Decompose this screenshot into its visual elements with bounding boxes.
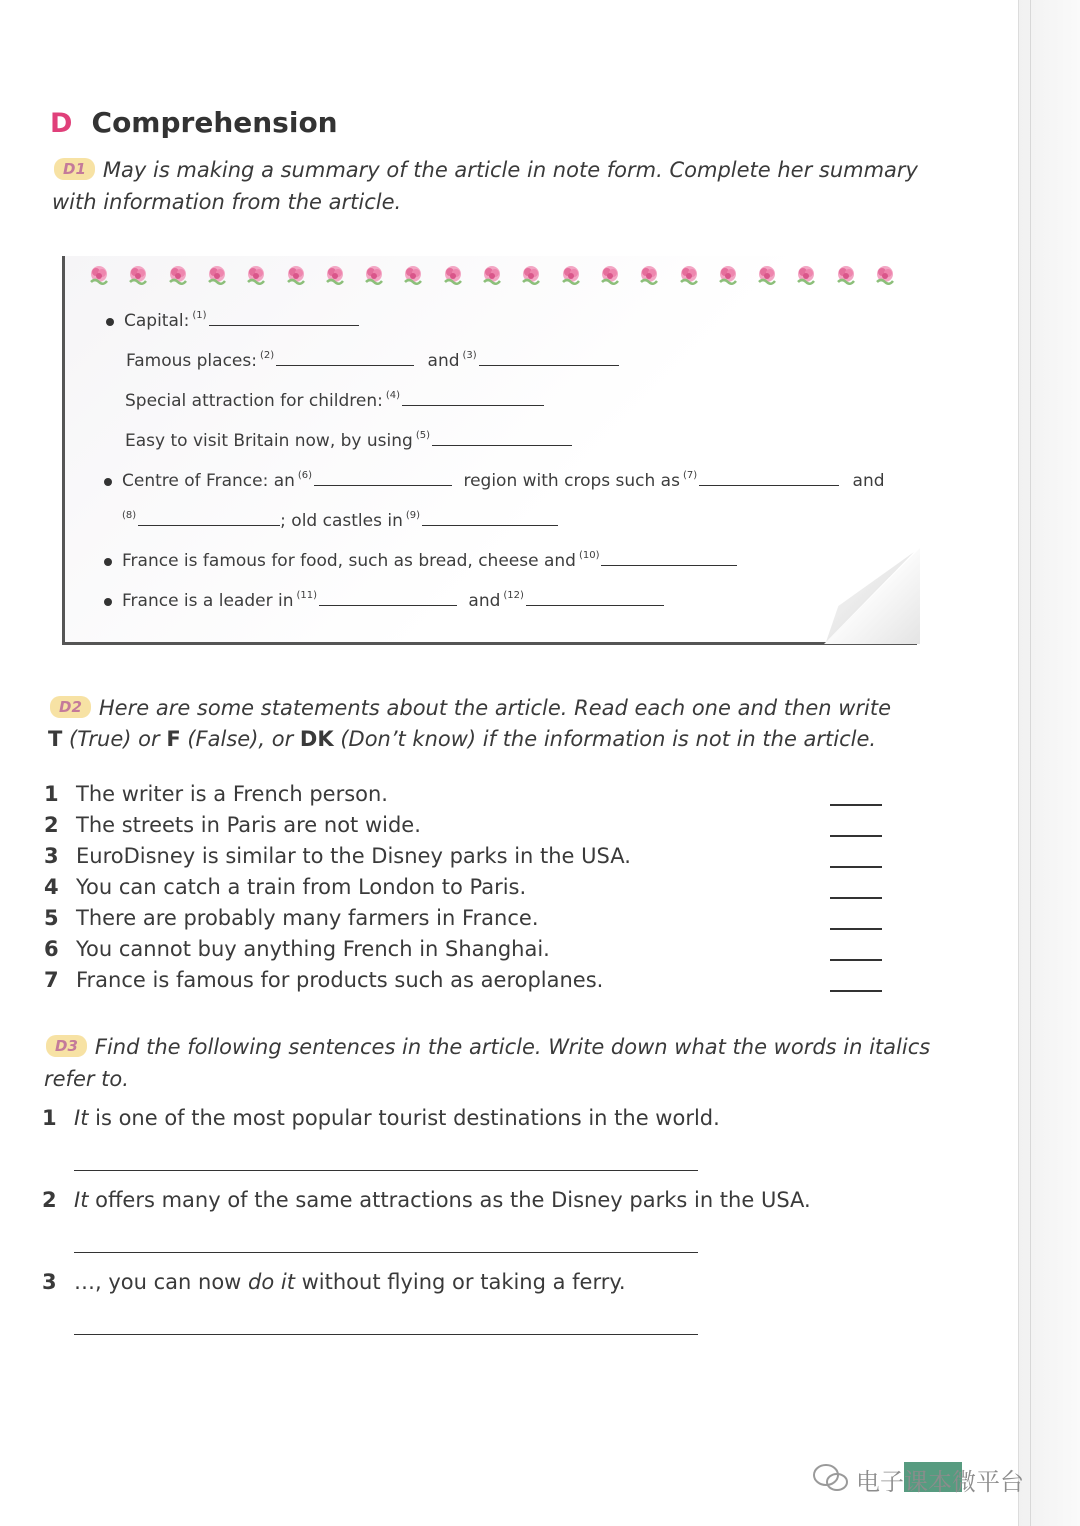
gap-number: (4) (385, 390, 401, 401)
answer-line[interactable] (74, 1252, 698, 1253)
section-heading (50, 106, 338, 139)
gap-9-input[interactable] (422, 511, 558, 526)
statement-number: 6 (44, 937, 59, 961)
pink-rose-icon (481, 264, 503, 286)
pink-rose-icon (363, 264, 385, 286)
gap-8-input[interactable] (138, 511, 280, 526)
statement-number: 1 (44, 782, 59, 806)
pink-rose-icon (88, 264, 110, 286)
famous-label: Famous places: (126, 351, 257, 371)
summary-leader (122, 590, 664, 611)
statement-row (44, 937, 550, 961)
gap-5-input[interactable] (432, 431, 572, 446)
statement-row (44, 844, 631, 868)
pink-rose-icon (717, 264, 739, 286)
reference-item (42, 1106, 720, 1130)
region-label: region with crops such as (463, 471, 680, 491)
special-label: Special attraction for children: (125, 391, 383, 411)
d3-badge: D3 (46, 1035, 87, 1057)
pink-rose-icon (599, 264, 621, 286)
statement-text: The writer is a French person. (76, 782, 388, 806)
summary-easy (125, 430, 572, 451)
gap-2-input[interactable] (276, 351, 414, 366)
pink-rose-icon (795, 264, 817, 286)
false-text: (False), or (187, 727, 294, 751)
pink-rose-icon (638, 264, 660, 286)
section-letter: D (50, 108, 73, 139)
statement-number: 4 (44, 875, 59, 899)
gap-10-input[interactable] (601, 551, 737, 566)
gap-number: (6) (297, 470, 313, 481)
pink-rose-icon (167, 264, 189, 286)
watermark-text: 电子课本微平台 (856, 1468, 1024, 1496)
d2-instruction-line1: Here are some statements about the article. Read each one and then write (98, 696, 892, 720)
pink-rose-icon (678, 264, 700, 286)
pink-rose-icon (285, 264, 307, 286)
pink-rose-icon (206, 264, 228, 286)
d1-instruction-line2: with information from the article. (52, 190, 402, 214)
pink-rose-icon (245, 264, 267, 286)
answer-blank[interactable] (830, 804, 882, 806)
gap-number: (7) (682, 470, 698, 481)
reference-item (42, 1188, 811, 1212)
item-number: 1 (42, 1106, 57, 1130)
page-edge-line (1030, 0, 1031, 1526)
page-edge (1018, 0, 1080, 1526)
gap-number: (8) (122, 510, 137, 521)
section-title: Comprehension (91, 106, 338, 139)
pink-rose-icon (835, 264, 857, 286)
and-label: and (852, 471, 885, 491)
statement-row (44, 813, 421, 837)
true-text: (True) or (69, 727, 160, 751)
statement-row (44, 782, 388, 806)
gap-number: (12) (503, 590, 524, 601)
gap-3-input[interactable] (479, 351, 619, 366)
gap-1-input[interactable] (209, 311, 359, 326)
item-text: offers many of the same attractions as the Disney parks in the USA. (88, 1188, 811, 1212)
pink-rose-icon (560, 264, 582, 286)
gap-12-input[interactable] (526, 591, 664, 606)
d3-instruction-line2: refer to. (44, 1067, 129, 1091)
bullet-icon (104, 598, 112, 606)
castles-label: ; old castles in (280, 511, 403, 531)
and-label: and (427, 351, 460, 371)
gap-6-input[interactable] (314, 471, 452, 486)
summary-food (122, 550, 737, 571)
d1-instruction-line1: May is making a summary of the article in note form. Complete her summary (102, 158, 918, 182)
and-label: and (468, 591, 501, 611)
pink-rose-icon (756, 264, 778, 286)
leader-label: France is a leader in (122, 591, 294, 611)
statement-number: 5 (44, 906, 59, 930)
pink-rose-icon (520, 264, 542, 286)
dk-text: (Don’t know) if the information is not in the article. (340, 727, 877, 751)
gap-number: (5) (415, 430, 430, 441)
pink-rose-icon (442, 264, 464, 286)
summary-famous (126, 350, 619, 371)
item-text: is one of the most popular tourist destinations in the world. (88, 1106, 720, 1130)
true-abbrev: T (48, 727, 63, 751)
capital-label: Capital: (124, 311, 190, 331)
gap-4-input[interactable] (402, 391, 544, 406)
summary-centre (122, 470, 885, 491)
item-text: without flying or taking a ferry. (294, 1270, 626, 1294)
answer-blank[interactable] (830, 990, 882, 992)
pink-rose-icon (324, 264, 346, 286)
statement-text: EuroDisney is similar to the Disney parks in the USA. (76, 844, 631, 868)
gap-number: (3) (462, 350, 477, 361)
food-label: France is famous for food, such as bread, cheese and (122, 551, 576, 571)
gap-7-input[interactable] (699, 471, 839, 486)
gap-number: (10) (578, 550, 600, 561)
statement-row (44, 875, 526, 899)
false-abbrev: F (166, 727, 181, 751)
bullet-icon (104, 558, 112, 566)
item-number: 2 (42, 1188, 57, 1212)
statement-number: 2 (44, 813, 59, 837)
d2-instruction (50, 696, 891, 720)
statement-text: The streets in Paris are not wide. (76, 813, 421, 837)
centre-label: Centre of France: an (122, 471, 295, 491)
summary-capital (124, 310, 359, 331)
answer-blank[interactable] (830, 866, 882, 868)
statement-number: 7 (44, 968, 59, 992)
gap-number: (2) (259, 350, 275, 361)
d3-instruction-line1: Find the following sentences in the article. Write down what the words in italics (94, 1035, 931, 1059)
gap-number: (11) (296, 590, 318, 601)
d2-instruction-line2 (48, 727, 876, 751)
statement-text: You cannot buy anything French in Shanghai. (76, 937, 550, 961)
gap-11-input[interactable] (319, 591, 457, 606)
gap-number: (9) (405, 510, 421, 521)
answer-blank[interactable] (830, 835, 882, 837)
pink-rose-icon (127, 264, 149, 286)
statement-row (44, 906, 539, 930)
pink-rose-icon (402, 264, 424, 286)
d1-badge: D1 (54, 158, 95, 180)
summary-crops (122, 510, 558, 531)
answer-blank[interactable] (830, 928, 882, 930)
statement-text: There are probably many farmers in France. (76, 906, 539, 930)
d3-instruction (46, 1035, 930, 1059)
wechat-icon (812, 1462, 850, 1494)
italic-reference: do it (248, 1270, 295, 1294)
reference-item (42, 1270, 626, 1294)
italic-reference: It (74, 1106, 89, 1130)
dk-abbrev: DK (299, 727, 334, 751)
pink-rose-icon (874, 264, 896, 286)
item-text: …, you can now (74, 1270, 249, 1294)
statement-text: France is famous for products such as aeroplanes. (76, 968, 604, 992)
gap-number: (1) (192, 310, 207, 321)
d2-badge: D2 (50, 696, 91, 718)
answer-line[interactable] (74, 1334, 698, 1335)
statement-text: You can catch a train from London to Paris. (76, 875, 527, 899)
item-number: 3 (42, 1270, 57, 1294)
answer-blank[interactable] (830, 897, 882, 899)
summary-special (125, 390, 544, 411)
answer-line[interactable] (74, 1170, 698, 1171)
bullet-icon (106, 318, 114, 326)
statement-row (44, 968, 603, 992)
statement-number: 3 (44, 844, 59, 868)
d1-instruction (54, 158, 918, 182)
answer-blank[interactable] (830, 959, 882, 961)
bullet-icon (104, 478, 112, 486)
easy-label: Easy to visit Britain now, by using (125, 431, 413, 451)
italic-reference: It (74, 1188, 89, 1212)
